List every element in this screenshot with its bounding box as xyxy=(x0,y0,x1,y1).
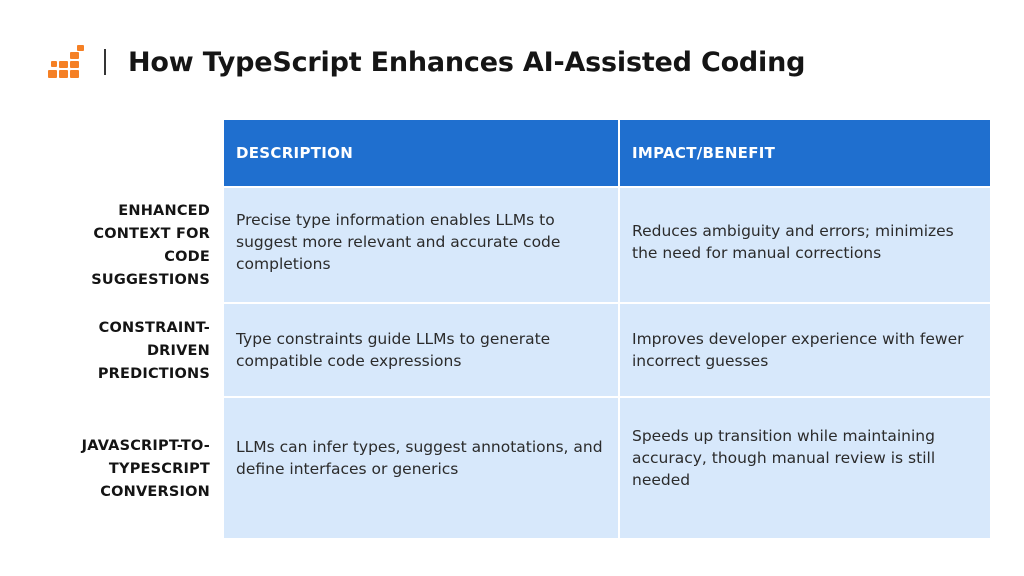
table-row xyxy=(44,188,992,304)
row-label: CONSTRAINT-DRIVEN PREDICTIONS xyxy=(44,304,222,398)
impact-cell xyxy=(618,188,992,304)
logo xyxy=(44,40,88,84)
description-cell xyxy=(222,304,618,398)
impact-cell xyxy=(618,304,992,398)
impact-text: Speeds up transition while maintaining accuracy, though manual review is still needed xyxy=(632,427,936,489)
impact-text: Improves developer experience with fewer incorrect guesses xyxy=(632,330,964,370)
row-label: ENHANCED CONTEXT FOR CODE SUGGESTIONS xyxy=(44,188,222,304)
page-header xyxy=(44,40,805,84)
column-header-description: DESCRIPTION xyxy=(222,118,618,188)
table-row xyxy=(44,304,992,398)
page-title: How TypeScript Enhances AI-Assisted Coding xyxy=(128,46,806,78)
description-cell xyxy=(222,188,618,304)
description-text: Precise type information enables LLMs to suggest more relevant and accurate code completions xyxy=(236,211,561,273)
comparison-table xyxy=(44,118,992,535)
description-text: Type constraints guide LLMs to generate compatible code expressions xyxy=(236,330,551,370)
description-text: LLMs can infer types, suggest annotations, and define interfaces or generics xyxy=(236,438,603,478)
table-corner xyxy=(44,118,222,188)
header-divider xyxy=(104,49,106,75)
table-row xyxy=(44,398,992,540)
row-label: JAVASCRIPT-TO-TYPESCRIPT CONVERSION xyxy=(44,398,222,540)
column-header-impact: IMPACT/BENEFIT xyxy=(618,118,992,188)
bar-steps-icon xyxy=(46,44,86,80)
description-cell xyxy=(222,398,618,540)
impact-text: Reduces ambiguity and errors; minimizes the need for manual corrections xyxy=(632,222,954,262)
impact-cell xyxy=(618,398,992,540)
